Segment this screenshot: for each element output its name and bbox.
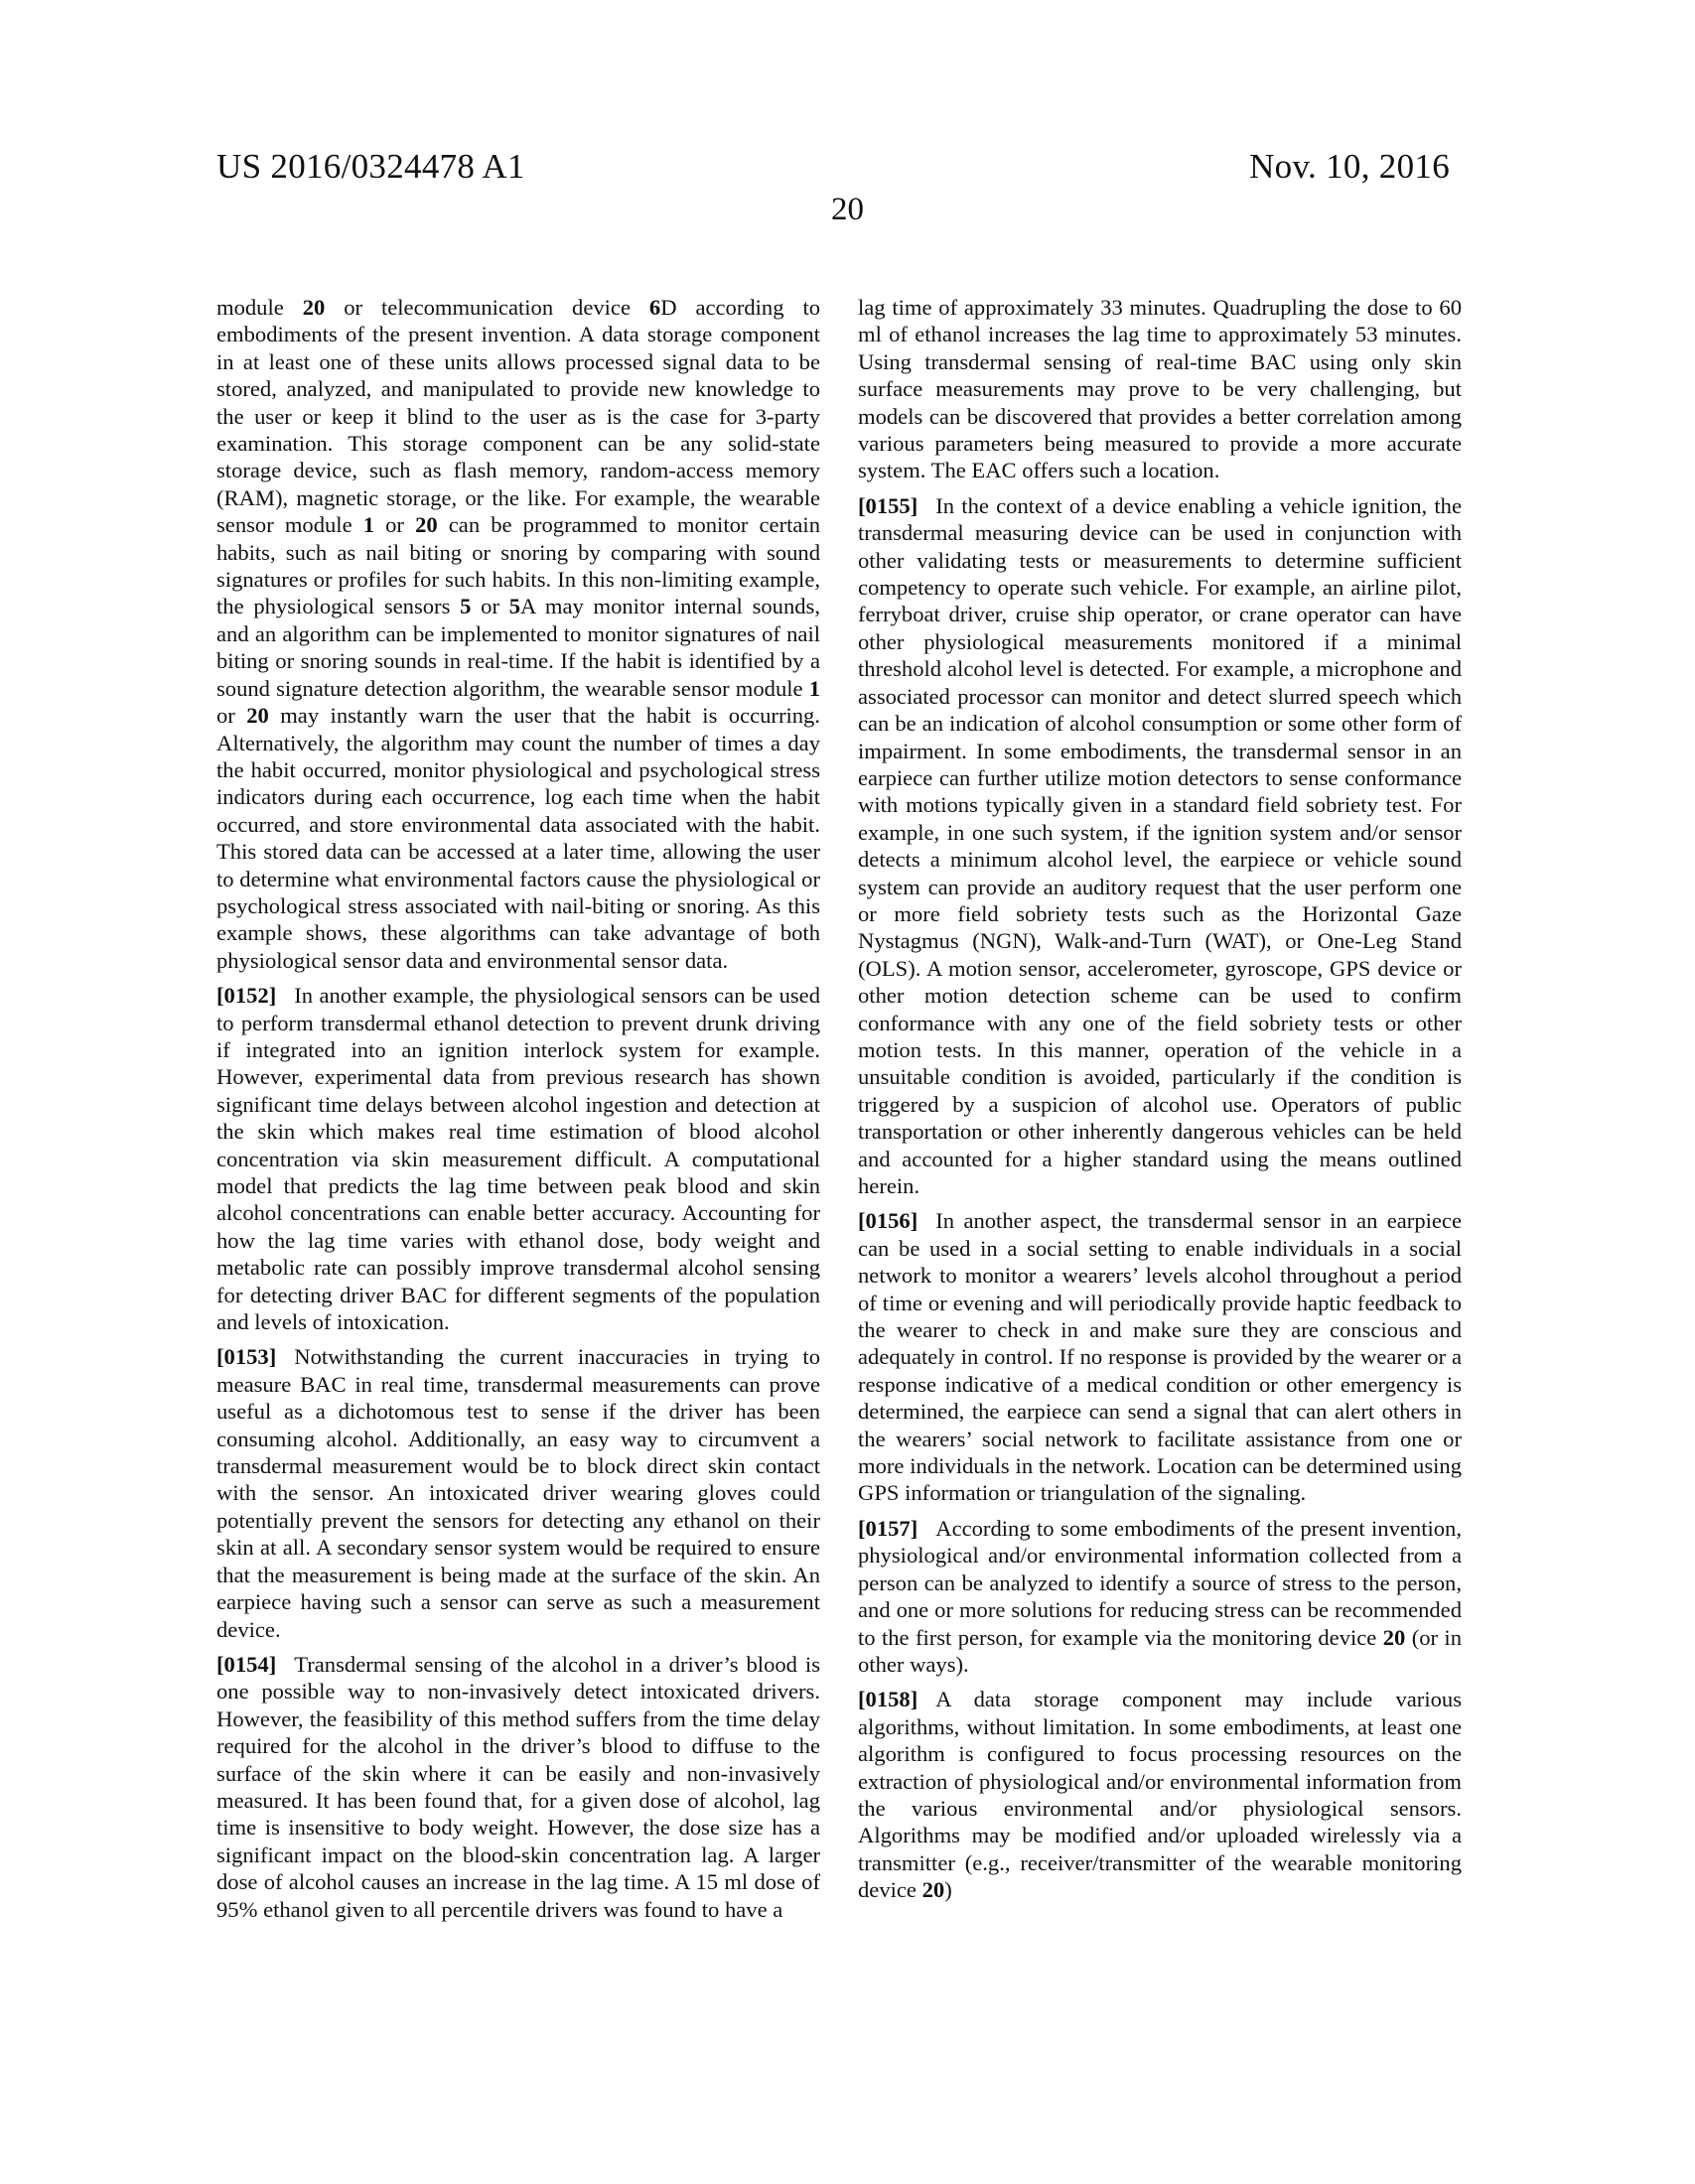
paragraph-text: In another aspect, the transdermal sensor in an earpiece can be used in a social setting to enable individuals in a social network to monitor a wearers’ levels alcohol throughout a period of time or evening and will periodically provide haptic feedback to the wearer to check in and make sure they are conscious and adequately in control. If no response is provided by the wearer or a response indicative of a medical condition or other emergency is determined, the earpiece can send a signal that can alert others in the wearers’ social network to facilitate assistance from one or more individuals in the network. Location can be determined using GPS information or triangulation of the signaling.	[858, 1208, 1462, 1506]
paragraph	[216, 1343, 820, 1642]
page-number: 20	[831, 192, 864, 227]
reference-numeral: 20	[302, 295, 326, 320]
reference-numeral: 20	[921, 1877, 945, 1903]
publication-date: Nov. 10, 2016	[1249, 147, 1450, 186]
reference-numeral: 6	[648, 295, 661, 320]
paragraph-text: may instantly warn the user that the habit is occurring. Alternatively, the algorithm may count the number of times a day the habit occurred, monitor physiological and psychological stress indicators during each occurrence, log each time when the habit occurred, and store environmental data associated with the habit. This stored data can be accessed at a later time, allowing the user to determine what environmental factors cause the physiological or psychological stress associated with nail-biting or snoring. As this example shows, these algorithms can take advantage of both physiological sensor data and environmental sensor data.	[216, 703, 820, 973]
paragraph-number: [0155]	[858, 492, 918, 518]
right-text-column	[858, 294, 1462, 1912]
paragraph-number: [0157]	[858, 1515, 918, 1541]
reference-numeral: 5	[460, 594, 472, 619]
paragraph	[216, 982, 820, 1335]
paragraph-text: A data storage component may include various algorithms, without limitation. In some embodiments, at least one algorithm is configured to focus processing resources on the extraction of physiological and/or environmental information from the various environmental and/or physiological sensors. Algorithms may be modified and/or uploaded wirelessly via a transmitter (e.g., receiver/transmitter of the wearable monitoring device	[858, 1687, 1462, 1903]
paragraph-number: [0152]	[216, 983, 277, 1009]
paragraph-text: In another example, the physiological sensors can be used to perform transdermal ethanol detection to prevent drunk driving if integrated into an ignition interlock system for example. However, experimental data from previous research has shown significant time delays between alcohol ingestion and detection at the skin which makes real time estimation of blood alcohol concentration via skin measurement difficult. A computational model that predicts the lag time between peak blood and skin alcohol concentrations can enable better accuracy. Accounting for how the lag time varies with ethanol dose, body weight and metabolic rate can possibly improve transdermal alcohol sensing for detecting driver BAC for different segments of the population and levels of intoxication.	[216, 983, 820, 1335]
paragraph-number: [0158]	[858, 1687, 918, 1712]
paragraph-text: or	[216, 703, 247, 729]
paragraph	[858, 1686, 1462, 1903]
paragraph-text: A may monitor internal sounds, and an algorithm can be implemented to monitor signatures of nail biting or snoring sounds in real-time. If the habit is identified by a sound signature detection algorithm, the wearable sensor module	[216, 594, 820, 701]
reference-numeral: 20	[1382, 1624, 1406, 1650]
paragraph-text: module	[216, 295, 303, 320]
paragraph-text: According to some embodiments of the present invention, physiological and/or environmental information collected from a person can be analyzed to identify a source of stress to the person, and one or more solutions for reducing stress can be recommended to the first person, for example via the monitoring device	[858, 1515, 1462, 1650]
paragraph	[858, 1515, 1462, 1678]
paragraph-text: can be programmed to monitor certain habits, such as nail biting or snoring by comparing with sound signatures or profiles for such habits. In this non-limiting example, the physiological sensors	[216, 512, 820, 619]
paragraph-number: [0153]	[216, 1344, 277, 1370]
paragraph-text: Notwithstanding the current inaccuracies in trying to measure BAC in real time, transdermal measurements can prove useful as a dichotomous test to sense if the driver has been consuming alcohol. Additionally, an easy way to circumvent a transdermal measurement would be to block direct skin contact with the sensor. An intoxicated driver wearing gloves could potentially prevent the sensors for detecting any ethanol on their skin at all. A secondary sensor system would be required to ensure that the measurement is being made at the surface of the skin. An earpiece having such a sensor can serve as such a measurement device.	[216, 1344, 820, 1642]
paragraph	[216, 1651, 820, 1923]
paragraph	[858, 294, 1462, 484]
reference-numeral: 20	[246, 703, 269, 729]
paragraph-text: or telecommunication device	[325, 295, 649, 320]
paragraph-number: [0154]	[216, 1651, 277, 1677]
paragraph-text: )	[944, 1877, 952, 1903]
paragraph-text: Transdermal sensing of the alcohol in a driver’s blood is one possible way to non-invasively detect intoxicated drivers. However, the feasibility of this method suffers from the time delay required for the alcohol in the driver’s blood to diffuse to the surface of the skin where it can be easily and non-invasively measured. It has been found that, for a given dose of alcohol, lag time is insensitive to body weight. However, the dose size has a significant impact on the blood-skin concentration lag. A larger dose of alcohol causes an increase in the lag time. A 15 ml dose of 95% ethanol given to all percentile drivers was found to have a	[216, 1651, 820, 1922]
paragraph-text: (or in other ways).	[858, 1624, 1463, 1677]
paragraph	[858, 492, 1462, 1200]
paragraph-text: D according to embodiments of the present invention. A data storage component in at least one of these units allows processed signal data to be stored, analyzed, and manipulated to provide new knowledge to the user or keep it blind to the user as is the case for 3-party examination. This storage component can be any solid-state storage device, such as flash memory, random-access memory (RAM), magnetic storage, or the like. For example, the wearable sensor module	[216, 295, 821, 538]
patent-publication-number: US 2016/0324478 A1	[216, 147, 525, 186]
paragraph	[216, 294, 820, 974]
reference-numeral: 5	[508, 594, 521, 619]
reference-numeral: 20	[415, 512, 438, 538]
paragraph-text: lag time of approximately 33 minutes. Quadrupling the dose to 60 ml of ethanol increases the lag time to approximately 53 minutes. Using transdermal sensing of real-time BAC using only skin surface measurements may prove to be very challenging, but models can be discovered that provides a better correlation among various parameters being measured to provide a more accurate system. The EAC offers such a location.	[858, 295, 1462, 483]
paragraph-text: or	[471, 594, 509, 619]
reference-numeral: 1	[362, 512, 375, 538]
paragraph-number: [0156]	[858, 1208, 918, 1234]
reference-numeral: 1	[808, 675, 820, 701]
paragraph-text: or	[374, 512, 416, 538]
paragraph-text: In the context of a device enabling a vehicle ignition, the transdermal measuring device can be used in conjunction with other validating tests or measurements to determine sufficient competency to operate such vehicle. For example, an airline pilot, ferryboat driver, cruise ship operator, or crane operator can have other physiological measurements monitored if a minimal threshold alcohol level is detected. For example, a microphone and associated processor can monitor and detect slurred speech which can be an indication of alcohol consumption or some other form of impairment. In some embodiments, the transdermal sensor in an earpiece can further utilize motion detectors to sense conformance with motions typically given in a standard field sobriety test. For example, in one such system, if the ignition system and/or sensor detects a minimum alcohol level, the earpiece or vehicle sound system can provide an auditory request that the user perform one or more field sobriety tests such as the Horizontal Gaze Nystagmus (NGN), Walk-and-Turn (WAT), or One-Leg Stand (OLS). A motion sensor, accelerometer, gyroscope, GPS device or other motion detection scheme can be used to confirm conformance with any one of the field sobriety tests or other motion tests. In this manner, operation of the vehicle in a unsuitable condition is avoided, particularly if the condition is triggered by a suspicion of alcohol use. Operators of public transportation or other inherently dangerous vehicles can be held and accounted for a higher standard using the means outlined herein.	[858, 492, 1462, 1198]
left-text-column	[216, 294, 820, 1931]
paragraph	[858, 1207, 1462, 1506]
